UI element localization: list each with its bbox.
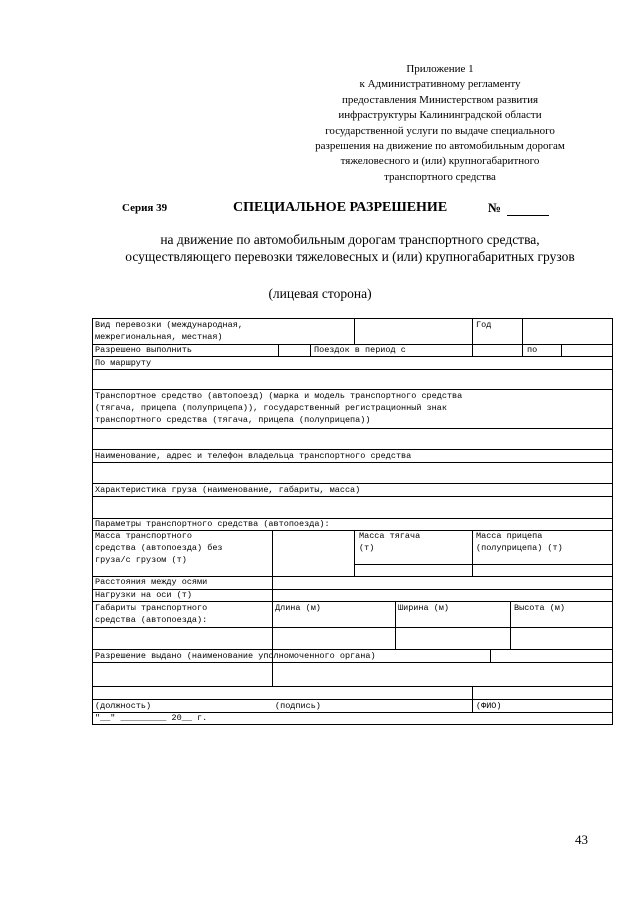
mass-vehicle-label: Масса транспортного	[95, 531, 192, 541]
vehicle-label-cont: (тягача, прицепа (полуприцепа)), государственный регистрационный знак	[95, 403, 447, 413]
table-rule	[92, 462, 613, 463]
appendix-line: транспортного средства	[384, 170, 496, 183]
dimensions-label: Габариты транспортного	[95, 603, 208, 613]
document-number	[488, 200, 549, 216]
subtitle-line: на движение по автомобильным дорогам транспортного средства,	[160, 232, 540, 247]
subtitle-line: осуществляющего перевозки тяжеловесных и (или) крупногабаритных грузов	[125, 249, 575, 264]
table-rule	[278, 344, 279, 356]
dimensions-label-cont: средства (автопоезда):	[95, 615, 208, 625]
table-rule	[395, 601, 396, 649]
permit-form-table	[92, 318, 613, 725]
cargo-label: Характеристика груза (наименование, габариты, масса)	[95, 485, 361, 495]
table-rule	[522, 318, 523, 356]
table-rule	[92, 369, 613, 370]
params-label: Параметры транспортного средства (автопоезда):	[95, 519, 330, 529]
fio-label: (ФИО)	[476, 701, 502, 711]
height-label: Высота (м)	[514, 603, 566, 613]
table-rule	[92, 627, 613, 628]
mass-tractor-label-cont: (т)	[359, 543, 375, 553]
table-rule	[92, 496, 613, 497]
mass-tractor-label: Масса тягача	[359, 531, 421, 541]
appendix-line: тяжеловесного и (или) крупногабаритного	[340, 155, 540, 168]
mass-vehicle-label-cont: средства (автопоезда) без	[95, 543, 223, 553]
table-rule	[612, 318, 613, 725]
appendix-block	[280, 62, 600, 185]
table-rule	[472, 686, 473, 712]
side-label: (лицевая сторона)	[268, 286, 372, 301]
mass-trailer-label-cont: (полуприцепа) (т)	[476, 543, 563, 553]
mass-vehicle-label-cont: груза/с грузом (т)	[95, 555, 187, 565]
series-label: Серия 39	[122, 202, 168, 214]
table-rule	[92, 318, 93, 725]
width-label: Ширина (м)	[398, 603, 450, 613]
issue-date-field[interactable]: "__" _________ 20__ г.	[95, 713, 208, 723]
table-rule	[92, 699, 613, 700]
position-label: (должность)	[95, 701, 152, 711]
table-rule	[354, 530, 355, 576]
trips-label: Поездок в период с	[314, 345, 406, 355]
axle-load-label: Нагрузки на оси (т)	[95, 590, 192, 600]
axle-distance-label: Расстояния между осями	[95, 577, 208, 587]
length-label: Длина (м)	[275, 603, 321, 613]
table-rule	[510, 601, 511, 649]
page-number: 43	[575, 832, 588, 847]
mass-trailer-label: Масса прицепа	[476, 531, 543, 541]
appendix-line: государственной услуги по выдаче специального	[325, 124, 555, 137]
allowed-label: Разрешено выполнить	[95, 345, 192, 355]
table-rule	[472, 318, 473, 356]
transport-type-label: Вид перевозки (международная,	[95, 320, 243, 330]
document-title: СПЕЦИАЛЬНОЕ РАЗРЕШЕНИЕ	[233, 200, 448, 215]
table-rule	[354, 564, 613, 565]
signature-label: (подпись)	[275, 701, 321, 711]
table-rule	[92, 428, 613, 429]
appendix-line: Приложение 1	[406, 63, 474, 75]
appendix-line: предоставления Министерством развития	[341, 93, 539, 106]
vehicle-label-cont: транспортного средства (тягача, прицепа (полуприцепа))	[95, 415, 371, 425]
document-subtitle	[60, 231, 640, 265]
table-rule	[272, 530, 273, 686]
transport-type-label-cont: межрегиональная, местная)	[95, 332, 223, 342]
table-rule	[310, 344, 311, 356]
owner-label: Наименование, адрес и телефон владельца транспортного средства	[95, 451, 412, 461]
issued-by-label: Разрешение выдано (наименование уполномоченного органа)	[95, 651, 376, 661]
number-blank[interactable]	[507, 203, 549, 216]
route-label: По маршруту	[95, 358, 152, 368]
appendix-line: разрешения на движение по автомобильным дорогам	[315, 140, 565, 153]
table-rule	[92, 662, 613, 663]
table-rule	[354, 318, 355, 344]
table-rule	[561, 344, 562, 356]
appendix-line: к Административному регламенту	[359, 78, 521, 91]
table-rule	[92, 686, 613, 687]
table-rule	[490, 649, 491, 662]
table-rule	[92, 724, 613, 725]
appendix-line: инфраструктуры Калининградской области	[338, 109, 542, 122]
table-rule	[92, 356, 613, 357]
title-row	[0, 200, 640, 218]
vehicle-label: Транспортное средство (автопоезд) (марка и модель транспортного средства	[95, 391, 463, 401]
period-to-label: по	[527, 345, 538, 355]
number-sign: №	[488, 200, 502, 215]
year-label: Год	[476, 320, 492, 330]
table-rule	[472, 530, 473, 576]
